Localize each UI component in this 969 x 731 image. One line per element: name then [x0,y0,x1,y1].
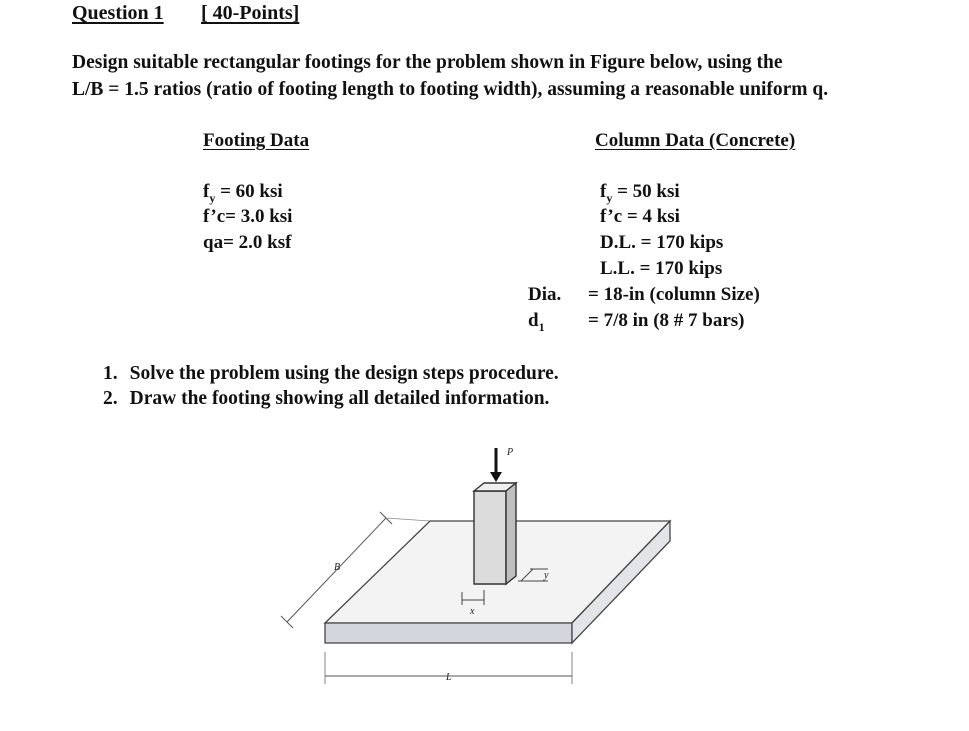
footing-fc-value: 3.0 ksi [235,206,293,227]
task-2-text: Draw the footing showing all detailed information. [129,388,550,409]
problem-line-1: Design suitable rectangular footings for the problem shown in Figure below, using the [72,52,783,73]
footing-fy-value: = 60 ksi [215,181,283,202]
length-label: L [446,672,452,683]
column-data-heading: Column Data (Concrete) [595,130,796,151]
footing-data-heading: Footing Data [203,130,310,151]
task-1-num: 1. [103,363,118,384]
footing-row-fy: $f_y = 60$ ksi [203,181,283,205]
column-row-dia-label: Dia. [528,284,562,305]
column-row-d1-label: $d_1$ [528,310,545,334]
column-row-d1-value: = 7/8 in (8 # 7 bars) [588,310,745,331]
column-dl-value: = 170 kips [635,232,724,253]
column-side-face [506,483,516,584]
question-title: Question 1 [72,2,164,24]
task-1-text: Solve the problem using the design steps procedure. [129,363,559,384]
width-label: B [334,562,341,573]
footing-fc-label: f’c= [203,206,236,227]
column-ll-label: L.L. [600,258,635,279]
column-dl-label: D.L. [600,232,636,253]
points-label: [ 40-Points] [201,2,300,24]
y-label: y [544,570,549,581]
column-ll-value: = 170 kips [634,258,723,279]
load-label: P [507,447,514,458]
footing-qa-value: 2.0 ksf [233,232,292,253]
footing-qa-label: qa= [203,232,234,253]
footing-front-face [325,623,572,643]
column-fy-value: = 50 ksi [612,181,680,202]
column-row-dia-value: = 18-in (column Size) [588,284,760,305]
task-2-num: 2. [103,388,118,409]
x-label: x [470,606,475,617]
problem-line-2: L/B = 1.5 ratios (ratio of footing length to footing width), assuming a reasonable uniform q. [72,79,829,100]
column-row-fy: $f_y = 50$ ksi [600,181,680,205]
column-fc-value: = 4 ksi [622,206,680,227]
column-fc-label: f’c [600,206,623,227]
column-front-face [474,491,506,584]
